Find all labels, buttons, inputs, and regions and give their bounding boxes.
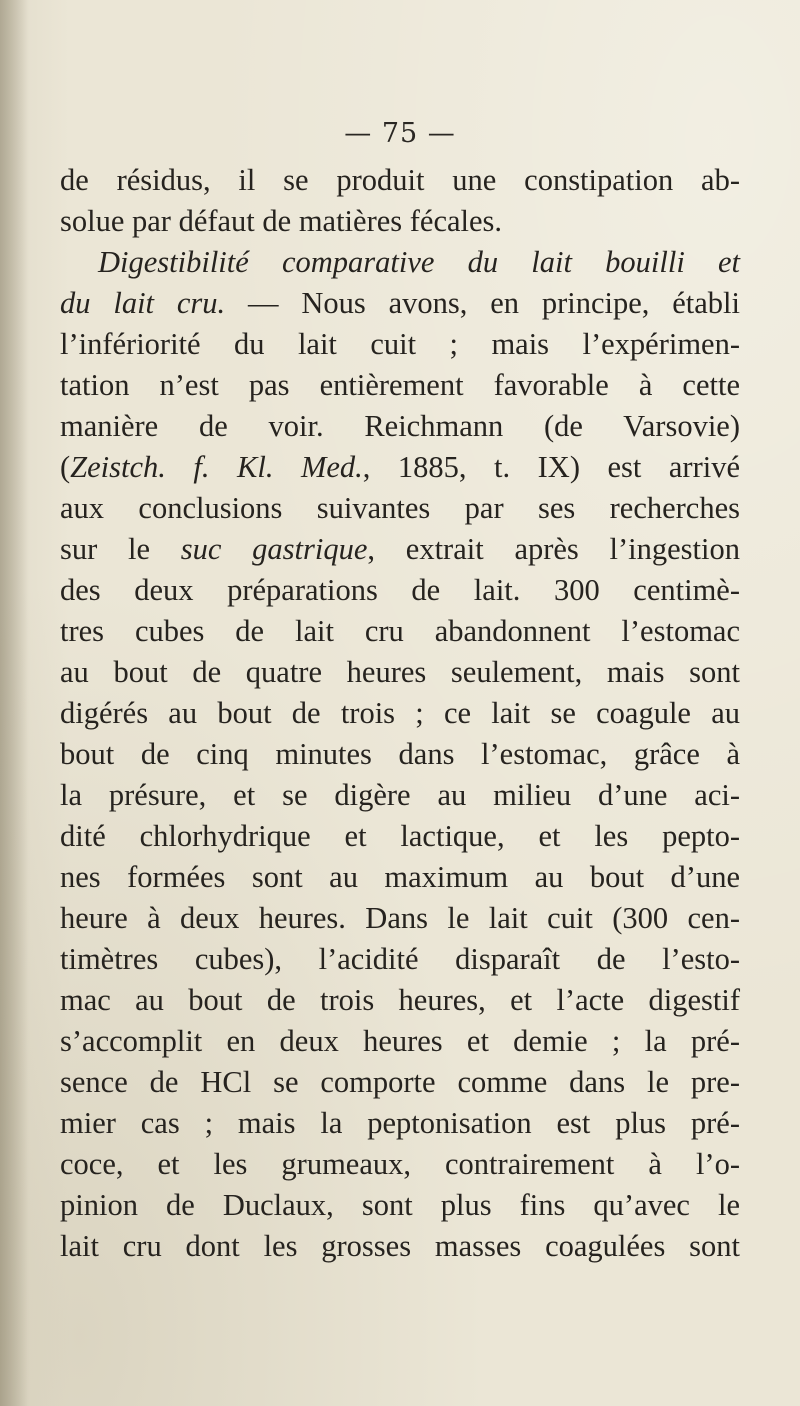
text-line	[60, 160, 740, 201]
text-line-italic: Digestibilité comparative du lait bouilli et	[98, 245, 740, 279]
text-line-prefix: sur le	[60, 532, 181, 566]
text-line-content: l’infériorité du lait cuit ; mais l’expérimen-	[60, 327, 740, 361]
text-line-content: nes formées sont au maximum au bout d’une	[60, 860, 740, 894]
page-number: — 75 —	[344, 118, 456, 149]
text-line	[60, 570, 740, 611]
text-line-content: sence de HCl se comporte comme dans le pre-	[60, 1065, 740, 1099]
text-line	[60, 939, 740, 980]
text-line-content: — Nous avons, en principe, établi	[225, 286, 740, 320]
text-line	[60, 898, 740, 939]
text-line	[60, 324, 740, 365]
text-line	[60, 775, 740, 816]
text-line	[60, 1185, 740, 1226]
text-line-content: lait cru dont les grosses masses coagulées sont	[60, 1229, 740, 1263]
text-line-content: s’accomplit en deux heures et demie ; la pré-	[60, 1024, 740, 1058]
text-line-content: de résidus, il se produit une constipation ab-	[60, 163, 740, 197]
text-line	[60, 816, 740, 857]
text-line-content: bout de cinq minutes dans l’estomac, grâce à	[60, 737, 740, 771]
text-line	[60, 1103, 740, 1144]
text-line	[60, 201, 740, 242]
text-line	[60, 1062, 740, 1103]
body-text	[60, 160, 740, 1267]
text-line	[60, 406, 740, 447]
text-line	[60, 734, 740, 775]
text-line	[60, 1021, 740, 1062]
text-line	[60, 652, 740, 693]
text-line-content: , extrait après l’ingestion	[367, 532, 740, 566]
text-line-content: tres cubes de lait cru abandonnent l’estomac	[60, 614, 740, 648]
text-line	[60, 693, 740, 734]
text-line-content: tation n’est pas entièrement favorable à cette	[60, 368, 740, 402]
text-line-prefix: (	[60, 450, 71, 484]
text-line	[60, 488, 740, 529]
text-line-italic: Zeistch. f. Kl. Med.	[70, 450, 363, 484]
text-line-content: heure à deux heures. Dans le lait cuit (300 cen-	[60, 901, 740, 935]
text-line-content: timètres cubes), l’acidité disparaît de l’esto-	[60, 942, 740, 976]
text-line	[60, 242, 740, 283]
text-line	[60, 611, 740, 652]
text-line	[60, 529, 740, 570]
text-line-content: au bout de quatre heures seulement, mais sont	[60, 655, 740, 689]
text-line-content: coce, et les grumeaux, contrairement à l’o-	[60, 1147, 740, 1181]
text-line-content: mier cas ; mais la peptonisation est plus pré-	[60, 1106, 740, 1140]
text-line-italic: suc gastrique	[180, 532, 368, 566]
text-line-content: pinion de Duclaux, sont plus fins qu’avec le	[60, 1188, 740, 1222]
text-line-content: la présure, et se digère au milieu d’une aci-	[60, 778, 740, 812]
text-line	[60, 1226, 740, 1267]
text-line	[60, 365, 740, 406]
text-line-content: aux conclusions suivantes par ses recherches	[60, 491, 740, 525]
text-line-content: dité chlorhydrique et lactique, et les pepto-	[60, 819, 740, 853]
text-line-content: manière de voir. Reichmann (de Varsovie)	[60, 409, 740, 443]
text-line-italic: du lait cru.	[60, 286, 226, 320]
text-line-content: mac au bout de trois heures, et l’acte digestif	[60, 983, 740, 1017]
text-line	[60, 447, 740, 488]
text-line-content: solue par défaut de matières fécales.	[60, 204, 503, 238]
text-line-content: digérés au bout de trois ; ce lait se coagule au	[60, 696, 740, 730]
page-edge-shadow	[0, 0, 28, 1406]
text-line	[60, 283, 740, 324]
text-line-content: , 1885, t. IX) est arrivé	[362, 450, 740, 484]
text-line	[60, 980, 740, 1021]
text-line	[60, 1144, 740, 1185]
text-line-content: des deux préparations de lait. 300 centimè-	[60, 573, 740, 607]
text-line	[60, 857, 740, 898]
